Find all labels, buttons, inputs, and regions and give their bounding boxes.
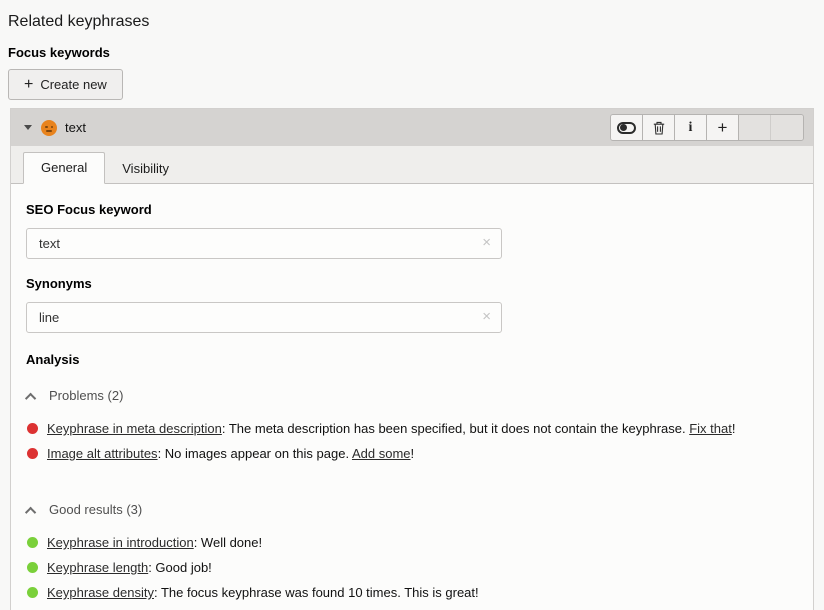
analysis-item-text: Keyphrase length: Good job! bbox=[47, 560, 212, 575]
analysis-item-text: Keyphrase in meta description: The meta description has been specified, but it does not contain the keyphrase. Fix that! bbox=[47, 421, 736, 436]
good-results-list bbox=[26, 534, 798, 602]
analysis-item bbox=[26, 420, 798, 438]
tab-bar bbox=[11, 146, 813, 184]
keyphrase-panel bbox=[10, 108, 814, 610]
analysis-item-text: Keyphrase density: The focus keyphrase was found 10 times. This is great! bbox=[47, 585, 479, 600]
analysis-item-link[interactable]: Image alt attributes bbox=[47, 446, 158, 461]
good-bullet-icon bbox=[27, 537, 38, 548]
analysis-item-link[interactable]: Keyphrase in introduction bbox=[47, 535, 194, 550]
collapse-chevron-icon bbox=[25, 392, 36, 403]
problems-section-title: Problems (2) bbox=[49, 388, 124, 403]
trash-icon bbox=[653, 121, 665, 135]
synonyms-input[interactable] bbox=[26, 302, 502, 333]
problems-list bbox=[26, 420, 798, 463]
keyphrase-panel-header[interactable] bbox=[11, 109, 813, 146]
analysis-item bbox=[26, 584, 798, 602]
info-icon: i bbox=[688, 119, 693, 135]
focus-keyword-label: SEO Focus keyword bbox=[26, 202, 152, 217]
keyphrase-name: text bbox=[65, 120, 86, 135]
empty-button-2[interactable] bbox=[771, 115, 803, 140]
analysis-item bbox=[26, 559, 798, 577]
analysis-item bbox=[26, 445, 798, 463]
collapse-arrow-icon[interactable] bbox=[24, 125, 32, 130]
problems-section-header[interactable] bbox=[26, 388, 798, 403]
problem-bullet-icon bbox=[27, 448, 38, 459]
collapse-chevron-icon bbox=[25, 506, 36, 517]
analysis-item-link[interactable]: Keyphrase in meta description bbox=[47, 421, 222, 436]
clear-icon[interactable]: × bbox=[482, 234, 491, 251]
analysis-item-link[interactable]: Keyphrase density bbox=[47, 585, 154, 600]
empty-button-1[interactable] bbox=[739, 115, 771, 140]
analysis-action-link[interactable]: Add some bbox=[351, 446, 411, 461]
delete-button[interactable] bbox=[643, 115, 675, 140]
good-bullet-icon bbox=[27, 562, 38, 573]
good-results-section-title: Good results (3) bbox=[49, 502, 143, 517]
focus-keyword-input[interactable] bbox=[26, 228, 502, 259]
clear-icon[interactable]: × bbox=[482, 308, 491, 325]
plus-icon: + bbox=[24, 75, 34, 93]
focus-keywords-label: Focus keywords bbox=[8, 45, 110, 60]
analysis-action-link[interactable]: Fix that bbox=[689, 421, 732, 436]
seo-score-icon bbox=[41, 120, 57, 136]
synonyms-label: Synonyms bbox=[26, 276, 92, 291]
panel-toolbar bbox=[610, 114, 804, 141]
tab-general[interactable]: General bbox=[23, 152, 105, 184]
create-new-label: Create new bbox=[40, 77, 107, 92]
problem-bullet-icon bbox=[27, 423, 38, 434]
add-button[interactable] bbox=[707, 115, 739, 140]
tab-visibility[interactable]: Visibility bbox=[122, 161, 169, 176]
analysis-heading: Analysis bbox=[26, 352, 80, 367]
analysis-item-link[interactable]: Keyphrase length bbox=[47, 560, 149, 575]
analysis-item bbox=[26, 534, 798, 552]
analysis-item-text: Image alt attributes: No images appear on this page. Add some! bbox=[47, 446, 415, 461]
toggle-button[interactable] bbox=[611, 115, 643, 140]
create-new-button[interactable] bbox=[8, 69, 123, 100]
synonyms-field bbox=[26, 302, 502, 333]
tab-content-general bbox=[11, 184, 813, 610]
toggle-icon bbox=[617, 122, 636, 134]
good-bullet-icon bbox=[27, 587, 38, 598]
page-title: Related keyphrases bbox=[8, 13, 150, 30]
add-icon: + bbox=[717, 118, 728, 137]
good-results-section-header[interactable] bbox=[26, 502, 798, 517]
info-button[interactable] bbox=[675, 115, 707, 140]
focus-keyword-field bbox=[26, 228, 502, 259]
analysis-item-text: Keyphrase in introduction: Well done! bbox=[47, 535, 263, 550]
